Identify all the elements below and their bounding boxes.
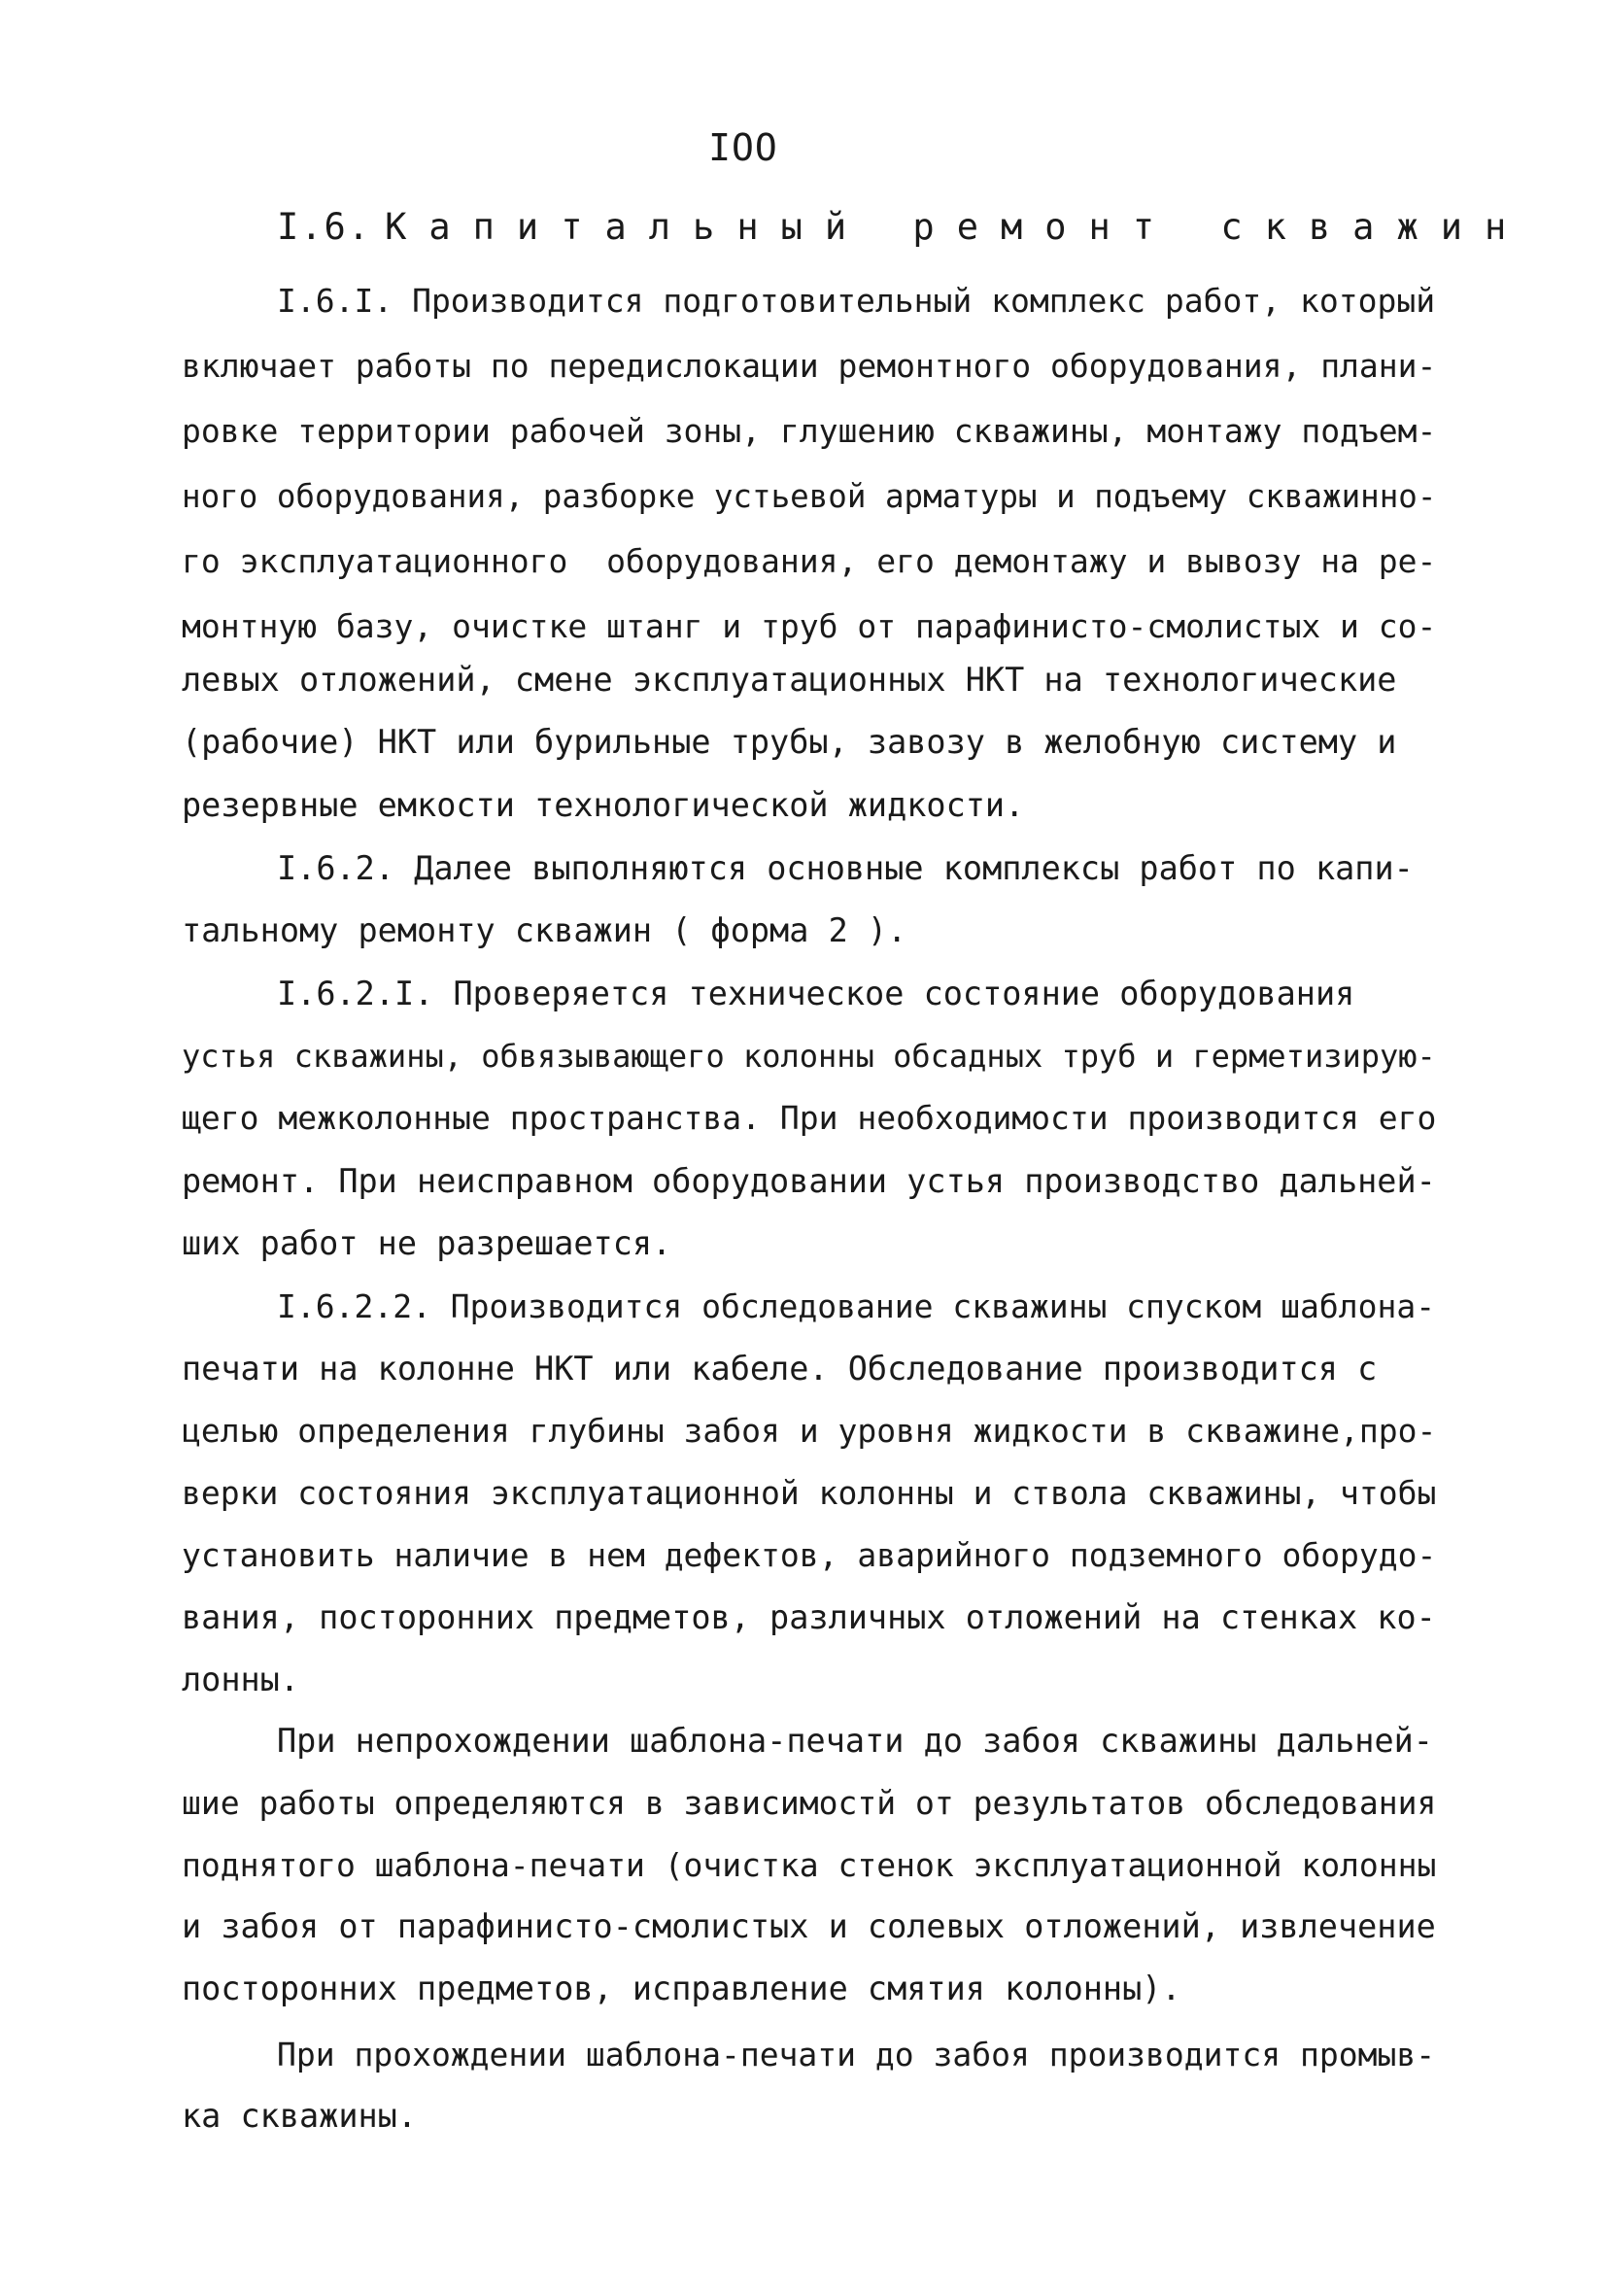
text-line: верки состояния эксплуатационной колонны и ствола скважины, чтобы (182, 1474, 1437, 1512)
text-line: устья скважины, обвязывающего колонны обсадных труб и герметизирую- (182, 1038, 1436, 1075)
text-line: резервные емкости технологической жидкости. (182, 786, 1025, 824)
text-line: ного оборудования, разборке устьевой арматуры и подъему скважинно- (182, 478, 1437, 515)
text-line: монтную базу, очистке штанг и труб от парафинисто-смолистых и со- (182, 607, 1437, 645)
text-line: При непрохождении шаблона-печати до забоя скважины дальней- (277, 1722, 1433, 1760)
text-line: и забоя от парафинисто-смолистых и солевых отложений, извлечение (182, 1907, 1436, 1945)
text-line: I.6.2. Далее выполняются основные комплексы работ по капи- (277, 849, 1414, 887)
text-line: установить наличие в нем дефектов, аварийного подземного оборудо- (182, 1536, 1437, 1574)
text-line: (рабочие) НКТ или бурильные трубы, завозу в желобную систему и (182, 723, 1397, 761)
page-number: IOO (708, 126, 778, 169)
text-line: поднятого шаблона-печати (очистка стенок эксплуатационной колонны (182, 1846, 1437, 1884)
text-line: го эксплуатационного оборудования, его демонтажу и вывозу на ре- (182, 542, 1437, 580)
text-line: левых отложений, смене эксплуатационных НКТ на технологические (182, 661, 1397, 699)
text-line: шие работы определяются в зависимостй от результатов обследования (182, 1784, 1437, 1822)
text-line: тальному ремонту скважин ( форма 2 ). (182, 911, 907, 949)
text-line: ремонт. При неисправном оборудовании устья производство дальней- (182, 1162, 1436, 1200)
text-line: ших работ не разрешается. (182, 1224, 672, 1262)
text-line: лонны. (182, 1661, 300, 1698)
text-line: печати на колонне НКТ или кабеле. Обследование производится с (182, 1350, 1378, 1388)
text-line: посторонних предметов, исправление смятия колонны). (182, 1970, 1181, 2007)
text-line: ка скважины. (182, 2097, 418, 2135)
section-title: Капитальный ремонт скважин (385, 206, 1529, 248)
text-line: I.6.I. Производится подготовительный комплекс работ, который (277, 282, 1436, 320)
text-line: включает работы по передислокации ремонтного оборудования, плани- (182, 347, 1437, 385)
text-line: вания, посторонних предметов, различных отложений на стенках ко- (182, 1598, 1436, 1636)
text-line: При прохождении шаблона-печати до забоя производится промыв- (277, 2036, 1436, 2073)
section-number: I.6. (277, 206, 372, 248)
text-line: щего межколонные пространства. При необходимости производится его (182, 1099, 1437, 1137)
text-line: ровке территории рабочей зоны, глушению скважины, монтажу подъем- (182, 412, 1437, 450)
text-line: I.6.2.2. Производится обследование скважины спуском шаблона- (277, 1287, 1436, 1325)
text-line: I.6.2.I. Проверяется техническое состояние оборудования (277, 975, 1355, 1012)
text-line: целью определения глубины забоя и уровня жидкости в скважине,про- (182, 1412, 1437, 1450)
section-heading (277, 206, 1528, 248)
